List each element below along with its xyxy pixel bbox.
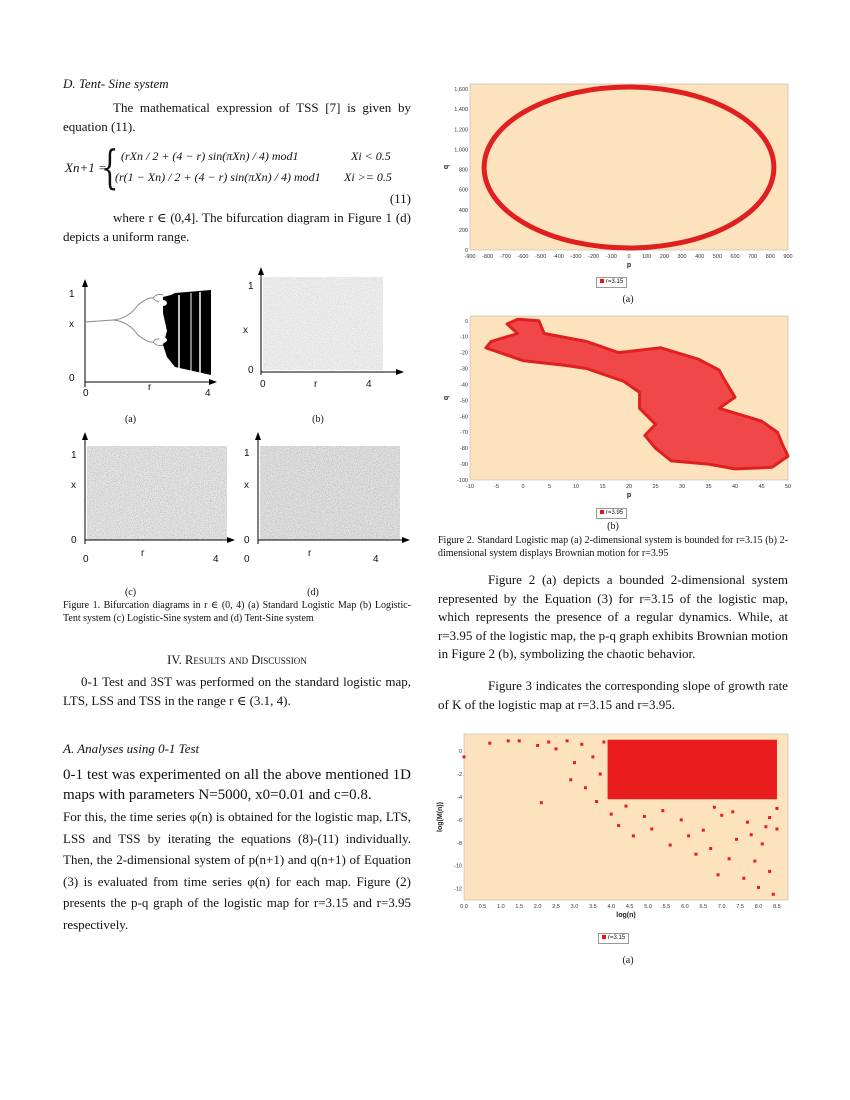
section-d-heading: D. Tent- Sine system: [63, 76, 169, 91]
scatter-point: [595, 800, 598, 803]
scatter-point: [650, 828, 653, 831]
figure-3-intro: Figure 3 indicates the corresponding slope of growth rate of K of the logistic map at r=3.15 and r=3.95.: [438, 678, 788, 712]
y-tick-label: -90: [460, 462, 468, 469]
y-tick-label: -6: [457, 817, 462, 824]
panel-b-label: (b): [312, 414, 324, 425]
scatter-point: [768, 816, 771, 819]
panel-d-x-var: r: [308, 548, 312, 559]
x-tick-label: 500: [712, 254, 722, 260]
y-tick-label: 400: [458, 207, 468, 214]
equation-lhs: Xn+1 =: [65, 160, 107, 175]
scatter-point: [569, 778, 572, 781]
y-tick-label: -2: [457, 772, 462, 779]
x-tick-label: 45: [758, 484, 765, 490]
x-tick-label: 2.0: [533, 904, 542, 910]
equation-case-1-condition: Xi < 0.5: [351, 149, 391, 163]
panel-b-x-right: 4: [366, 379, 372, 390]
figure-2-discussion: Figure 2 (a) depicts a bounded 2-dimensional system represented by the Equation (3) for r=3.15 of the logistic map, which represents the presence of a regular dynamics. While, at r=3.95 of the logistic map, the p-q graph exhibits Brownian motion in Figure 2 (b), symbolizing the chaotic behavior.: [438, 572, 788, 661]
panel-d-y-bottom: 0: [244, 535, 250, 546]
figure-2a: [438, 78, 793, 308]
scatter-point: [753, 860, 756, 863]
equation-case-2-condition: Xi >= 0.5: [344, 170, 392, 184]
x-tick-label: 10: [572, 484, 580, 490]
panel-a-y-top: 1: [69, 289, 75, 300]
y-tick-label: -4: [457, 794, 462, 801]
x-tick-label: 1.5: [515, 904, 524, 910]
panel-a-y-bottom: 0: [69, 373, 75, 384]
scatter-point: [643, 815, 646, 818]
y-tick-label: -80: [460, 446, 468, 453]
equation-11: [63, 140, 411, 194]
figure-3a: [438, 730, 788, 970]
panel-d-x-right: 4: [373, 554, 379, 565]
y-axis-label: q: [443, 164, 450, 170]
x-tick-label: 8.0: [754, 904, 763, 910]
figure-1-caption: Figure 1. Bifurcation diagrams in r ∈ (0, 4) (a) Standard Logistic Map (b) Logistic-Tent system (c) Logistic-Sine system and (d) Tent-Sine system: [63, 600, 411, 624]
x-tick-label: 900: [783, 254, 793, 260]
scatter-point: [599, 773, 602, 776]
scatter-point: [591, 755, 594, 758]
x-tick-label: 2.5: [552, 904, 560, 910]
bifurcation-logistic-tent-svg: [238, 265, 408, 380]
panel-a-x-var: r: [148, 382, 152, 393]
y-tick-label: -20: [460, 350, 468, 357]
x-tick-label: 700: [748, 254, 758, 260]
x-tick-label: 4.5: [625, 904, 634, 910]
panel-c-x-right: 4: [213, 554, 219, 565]
x-tick-label: -400: [552, 254, 564, 260]
y-tick-label: 1,400: [454, 107, 468, 114]
x-tick-label: 7.0: [717, 904, 726, 910]
figure-1-panel-c: [63, 430, 238, 600]
scatter-point: [566, 739, 569, 742]
equation-case-2: (r(1 − Xn) / 2 + (4 − r) sin(πXn) / 4) mod1: [115, 170, 321, 184]
panel-b-y-top: 1: [248, 281, 254, 292]
x-tick-label: 100: [642, 254, 652, 260]
scatter-point: [555, 747, 558, 750]
y-tick-label: -60: [460, 414, 468, 421]
y-tick-label: -10: [460, 334, 468, 341]
x-tick-label: 6.0: [681, 904, 689, 910]
scatter-point: [742, 877, 745, 880]
equation-case-1: (rXn / 2 + (4 − r) sin(πXn) / 4) mod1: [121, 149, 299, 163]
scatter-point: [720, 814, 723, 817]
figure-2b-legend: [596, 508, 627, 519]
x-tick-label: 0: [521, 484, 525, 490]
scatter-point: [764, 825, 767, 828]
figure-1-panel-a: [63, 275, 223, 425]
panel-c-y-bottom: 0: [71, 535, 77, 546]
figure-1-panel-b: [238, 265, 408, 425]
series-dense-band: [608, 740, 777, 800]
x-tick-label: 3.0: [570, 904, 579, 910]
scatter-point: [507, 739, 510, 742]
y-tick-label: 1,200: [454, 127, 468, 134]
x-tick-label: -100: [605, 254, 617, 260]
y-tick-label: -30: [460, 366, 468, 373]
x-tick-label: 200: [659, 254, 669, 260]
panel-d-x-left: 0: [244, 554, 250, 565]
scatter-point: [540, 801, 543, 804]
scatter-point: [536, 744, 539, 747]
x-axis-label: p: [626, 262, 632, 269]
panel-a-x-right: 4: [205, 388, 211, 399]
bifurcation-paragraph: where r ∈ (0,4]. The bifurcation diagram in Figure 1 (d) depicts a uniform range.: [63, 210, 411, 244]
figure-1-panel-d: [238, 430, 413, 600]
scatter-point: [731, 810, 734, 813]
section-a-paragraph-2: For this, the time series φ(n) is obtained for the logistic map, LTS, LSS and TSS by iterating the equations (8)-(11) individually. Then, the 2-dimensional system of p(n+1) and q(n+1) of Equation (3) is evaluated from time series φ(n) for each map. Figure (2) presents the p-q graph of the logistic map for r=3.15 and r=3.95 respectively.: [63, 809, 411, 932]
panel-c-x-left: 0: [83, 554, 89, 565]
x-tick-label: 3.5: [589, 904, 597, 910]
bifurcation-logistic-svg: [63, 275, 223, 400]
x-tick-label: 400: [695, 254, 705, 260]
y-tick-label: -40: [460, 382, 468, 389]
scatter-point: [735, 838, 738, 841]
figure-3a-legend-text: r=3.15: [608, 935, 626, 941]
scatter-point: [573, 761, 576, 764]
x-tick-label: 5: [547, 484, 552, 490]
figure-2a-legend-text: r=3.15: [606, 279, 624, 285]
y-tick-label: 1,600: [454, 87, 468, 94]
figure-2b-chart: [438, 310, 793, 510]
scatter-point: [694, 853, 697, 856]
scatter-point: [775, 828, 778, 831]
panel-b-y-bottom: 0: [248, 365, 254, 376]
scatter-point: [757, 886, 760, 889]
panel-c-x-var: r: [141, 548, 145, 559]
x-tick-label: -10: [466, 484, 474, 490]
figure-2b: [438, 310, 792, 535]
legend-swatch: [602, 935, 606, 939]
section-d-paragraph: The mathematical expression of TSS [7] is given by equation (11).: [63, 100, 411, 134]
figure-3a-legend: [598, 933, 629, 944]
panel-c-y-var: x: [71, 480, 76, 491]
x-tick-label: 7.5: [736, 904, 744, 910]
section-a-paragraph-1: 0-1 test was experimented on all the above mentioned 1D maps with parameters N=5000, x0=0.01 and c=0.8.: [63, 767, 411, 803]
scatter-point: [602, 741, 605, 744]
scatter-point: [750, 833, 753, 836]
y-tick-label: 800: [458, 167, 468, 174]
figure-2-caption: Figure 2. Standard Logistic map (a) 2-dimensional system is bounded for r=3.15 (b) 2-dimensional system displays Brownian motion for r=3.95: [438, 535, 788, 559]
x-axis-label: log(n): [616, 912, 636, 919]
figure-2a-label: (a): [622, 294, 634, 305]
scatter-point: [680, 818, 683, 821]
x-tick-label: 40: [731, 484, 739, 490]
x-tick-label: -700: [499, 254, 511, 260]
section-a-heading: A. Analyses using 0-1 Test: [63, 741, 200, 756]
y-axis-label: q: [443, 395, 450, 401]
x-tick-label: 8.5: [773, 904, 781, 910]
x-tick-label: 30: [678, 484, 686, 490]
y-tick-label: 0: [464, 248, 468, 254]
figure-2a-legend: [596, 277, 627, 288]
y-tick-label: -50: [460, 398, 468, 405]
figure-2a-chart: [438, 78, 793, 278]
scatter-point: [625, 805, 628, 808]
y-tick-label: -70: [460, 430, 468, 437]
y-tick-label: 1,000: [454, 147, 468, 154]
scatter-point: [761, 842, 764, 845]
y-tick-label: 600: [458, 187, 468, 194]
x-tick-label: 800: [765, 254, 775, 260]
figure-3a-chart: [438, 730, 793, 930]
x-tick-label: 0.0: [460, 904, 468, 910]
x-tick-label: -600: [517, 254, 529, 260]
scatter-point: [713, 806, 716, 809]
scatter-point: [547, 741, 550, 744]
y-tick-label: -12: [454, 886, 462, 893]
figure-2b-legend-text: r=3.95: [606, 510, 624, 516]
scatter-point: [488, 742, 491, 745]
x-tick-label: 15: [599, 484, 606, 490]
x-tick-label: 4.0: [607, 904, 616, 910]
x-tick-label: -200: [588, 254, 600, 260]
figure-2b-label: (b): [607, 521, 619, 532]
bifurcation-tent-sine-svg: [238, 430, 413, 550]
scatter-point: [709, 847, 712, 850]
panel-b-x-left: 0: [260, 379, 266, 390]
scatter-point: [687, 834, 690, 837]
x-tick-label: 0: [627, 254, 631, 260]
scatter-point: [772, 893, 775, 896]
y-tick-label: -8: [457, 840, 462, 847]
panel-d-label: (d): [307, 587, 319, 598]
panel-d-y-var: x: [244, 480, 249, 491]
scatter-point: [702, 829, 705, 832]
x-tick-label: -800: [482, 254, 494, 260]
x-tick-label: 25: [652, 484, 659, 490]
x-tick-label: -500: [535, 254, 547, 260]
scatter-point: [746, 821, 749, 824]
plot-area: [470, 84, 788, 250]
x-tick-label: 20: [625, 484, 633, 490]
scatter-point: [768, 870, 771, 873]
x-tick-label: 5.5: [662, 904, 671, 910]
panel-a-label: (a): [124, 414, 137, 425]
y-tick-label: 0: [464, 318, 468, 325]
equation-brace: {: [101, 140, 119, 194]
section-4-paragraph: 0-1 Test and 3ST was performed on the standard logistic map, LTS, LSS and TSS in the range r ∈ (3.1, 4).: [63, 674, 411, 708]
x-tick-label: 600: [730, 254, 740, 260]
panel-b-y-var: x: [243, 325, 248, 336]
x-tick-label: 5.0: [644, 904, 652, 910]
legend-swatch: [600, 510, 604, 514]
panel-a-x-left: 0: [83, 388, 89, 399]
x-tick-label: -900: [464, 254, 476, 260]
panel-d-y-top: 1: [244, 448, 250, 459]
x-tick-label: 35: [705, 484, 712, 490]
x-axis-label: p: [626, 492, 632, 499]
panel-b-x-var: r: [314, 379, 318, 390]
scatter-point: [580, 743, 583, 746]
panel-c-y-top: 1: [71, 450, 77, 461]
scatter-point: [728, 857, 731, 860]
y-axis-label: log(M(n)): [437, 802, 444, 832]
panel-a-y-var: x: [69, 319, 74, 330]
scatter-point: [617, 824, 620, 827]
x-tick-label: 6.5: [699, 904, 708, 910]
y-tick-label: 200: [458, 227, 468, 234]
x-tick-label: -300: [570, 254, 582, 260]
section-4-heading: IV. Results and Discussion: [167, 653, 307, 667]
legend-swatch: [600, 279, 604, 283]
scatter-point: [717, 873, 720, 876]
x-tick-label: -5: [494, 484, 499, 490]
x-tick-label: 0.5: [478, 904, 487, 910]
scatter-point: [661, 809, 664, 812]
scatter-point: [632, 834, 635, 837]
scatter-point: [610, 813, 613, 816]
x-tick-label: 1.0: [496, 904, 505, 910]
bifurcation-logistic-sine-svg: [63, 430, 238, 550]
figure-3a-label: (a): [622, 955, 634, 966]
y-tick-label: -10: [454, 863, 462, 870]
scatter-point: [775, 807, 778, 810]
x-tick-label: 300: [677, 254, 687, 260]
equation-number: (11): [389, 191, 411, 206]
scatter-point: [669, 844, 672, 847]
panel-c-label: (c): [124, 587, 137, 598]
scatter-point: [518, 739, 521, 742]
scatter-point: [584, 786, 587, 789]
scatter-point: [463, 755, 466, 758]
y-tick-label: -100: [456, 478, 468, 484]
y-tick-label: 0: [458, 749, 462, 756]
x-tick-label: 50: [784, 484, 792, 490]
